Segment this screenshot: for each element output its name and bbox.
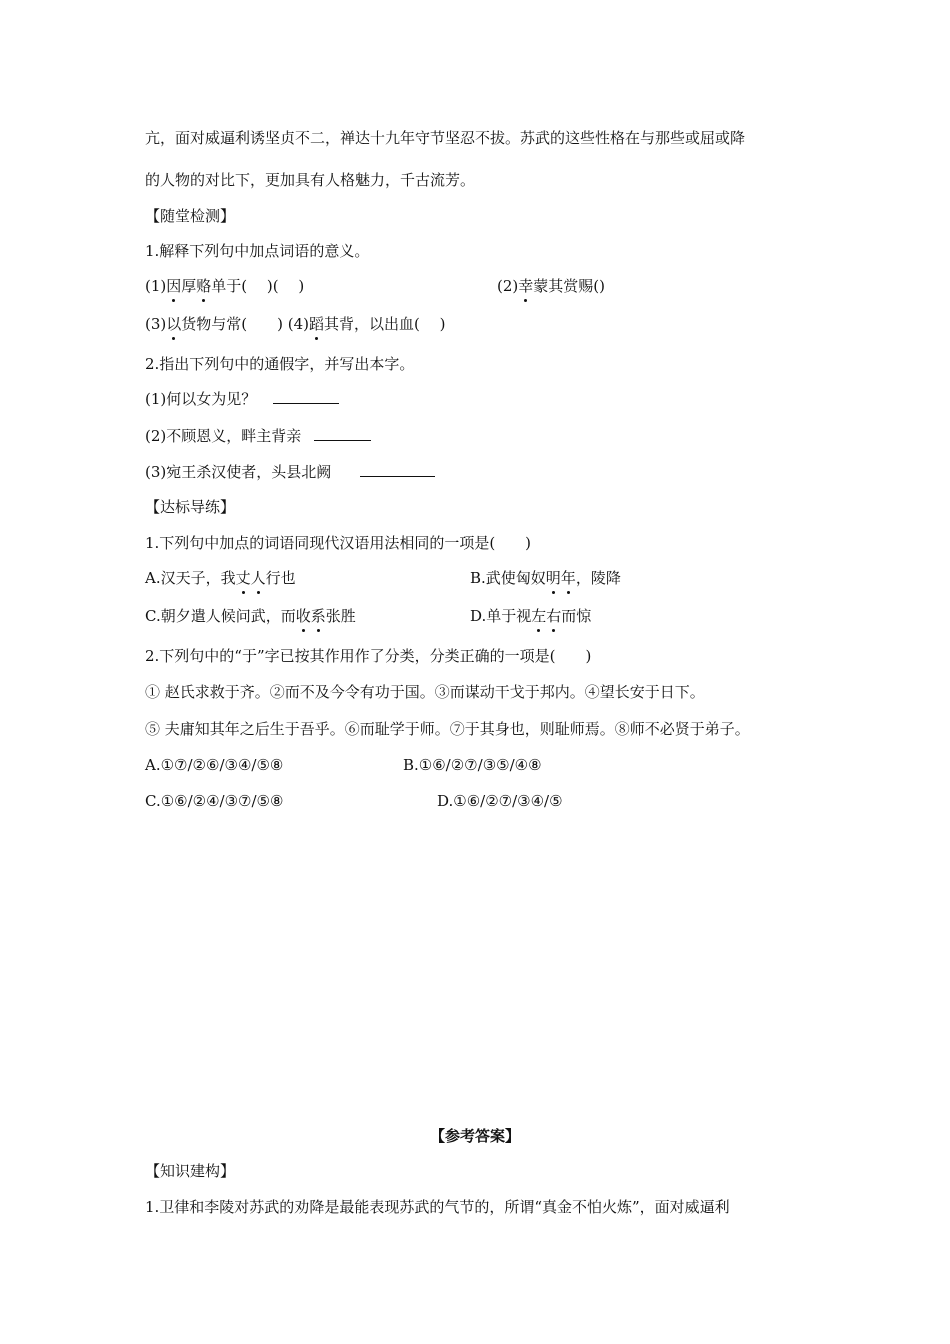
dotted-char: 左 [531, 607, 547, 625]
section-heading-practice: 【达标导练】 [145, 498, 236, 516]
dotted-char: 赂 [196, 277, 212, 295]
answers-line-1: 1.卫律和李陵对苏武的劝降是最能表现苏武的气节的，所谓“真金不怕火炼”，面对威逼利 [145, 1198, 730, 1216]
dotted-char: 幸 [518, 277, 534, 295]
practice-q2-sentences-1: ① 赵氏求救于齐。②而不及今令有功于国。③而谋动干戈于邦内。④望长安于日下。 [145, 683, 705, 701]
practice-q1-option-d: D.单于视左右而惊 [470, 607, 592, 625]
dotted-char: 年 [560, 569, 576, 587]
dotted-char: 因 [166, 277, 182, 295]
dotted-char: 以 [166, 315, 182, 333]
practice-q2-option-b: B.①⑥/②⑦/③⑤/④⑧ [403, 756, 542, 774]
practice-q1-option-c: C.朝夕遣人候问武，而收系张胜 [145, 607, 356, 625]
question-2-item-2: (2)不顾恩义，畔主背亲 [145, 426, 371, 446]
intro-line-1: 亢，面对威逼利诱坚贞不二，禅达十九年守节坚忍不拔。苏武的这些性格在与那些或屈或降 [145, 129, 746, 147]
answer-blank[interactable] [360, 462, 435, 477]
answer-blank[interactable] [273, 389, 339, 404]
answer-blank[interactable] [314, 426, 371, 441]
dotted-char: 丈 [235, 569, 251, 587]
practice-q1-option-a: A.汉天子，我丈人行也 [145, 569, 296, 587]
question-2-stem: 2.指出下列句中的通假字，并写出本字。 [145, 355, 415, 373]
question-1-item-1: (1)因厚赂单于( )( ) [145, 277, 305, 295]
question-2-item-3: (3)宛王杀汉使者，头县北阙 [145, 462, 435, 482]
dotted-char: 右 [546, 607, 562, 625]
practice-q2-option-d: D.①⑥/②⑦/③④/⑤ [437, 792, 563, 810]
practice-q1-option-b: B.武使匈奴明年，陵降 [470, 569, 621, 587]
question-1-item-2: (2)幸蒙其赏赐() [497, 277, 605, 295]
question-1-stem: 1.解释下列句中加点词语的意义。 [145, 242, 370, 260]
question-2-item-1: (1)何以女为见？ [145, 389, 339, 409]
answers-heading: 【知识建构】 [145, 1162, 236, 1180]
dotted-char: 蹈 [309, 315, 325, 333]
practice-q2-option-c: C.①⑥/②④/③⑦/⑤⑧ [145, 792, 284, 810]
dotted-char: 明 [545, 569, 561, 587]
answers-title: 【参考答案】 [429, 1127, 520, 1145]
dotted-char: 系 [310, 607, 326, 625]
intro-line-2: 的人物的对比下，更加具有人格魅力，千古流芳。 [145, 171, 476, 189]
practice-q2-stem: 2.下列句中的“于”字已按其作用作了分类，分类正确的一项是( ) [145, 647, 592, 665]
dotted-char: 收 [295, 607, 311, 625]
practice-q2-sentences-2: ⑤ 夫庸知其年之后生于吾乎。⑥而耻学于师。⑦于其身也，则耻师焉。⑧师不必贤于弟子。 [145, 720, 750, 738]
practice-q1-stem: 1.下列句中加点的词语同现代汉语用法相同的一项是( ) [145, 534, 532, 552]
practice-q2-option-a: A.①⑦/②⑥/③④/⑤⑧ [145, 756, 284, 774]
dotted-char: 人 [250, 569, 266, 587]
question-1-items-3-4: (3)以货物与常( ) (4)蹈其背，以出血( ) [145, 315, 446, 333]
section-heading-in-class-test: 【随堂检测】 [145, 207, 236, 225]
